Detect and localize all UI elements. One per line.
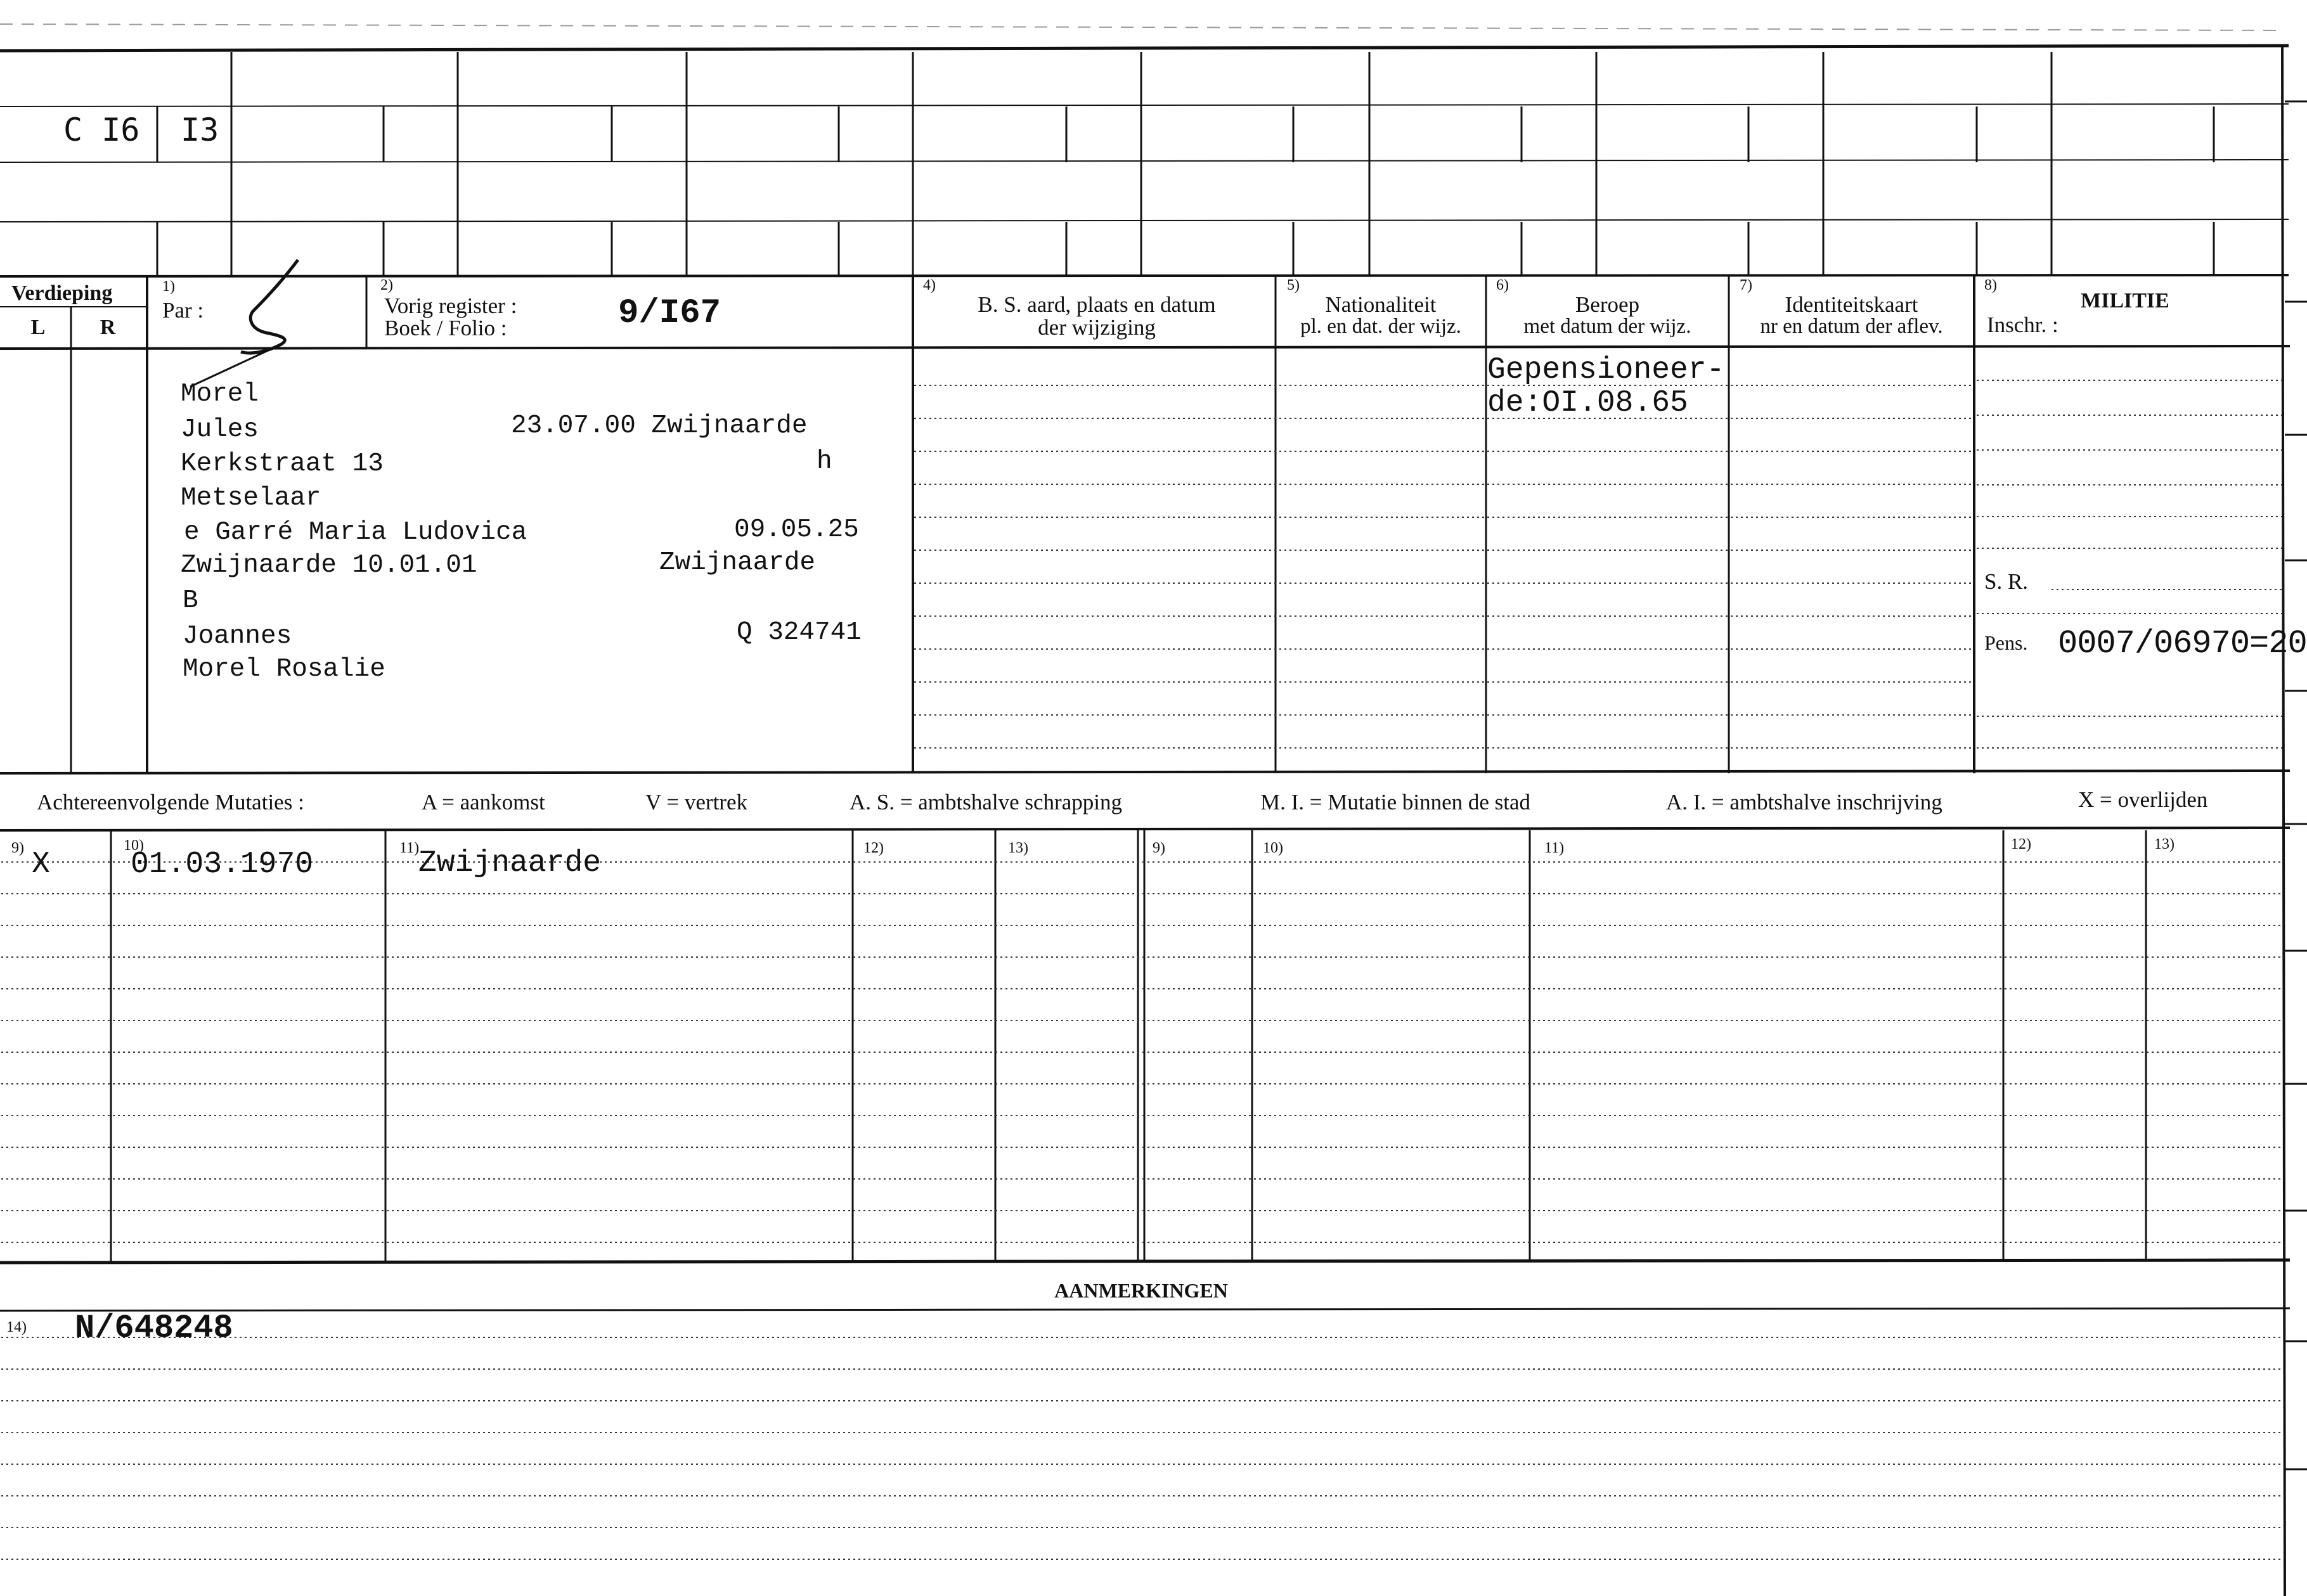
mut-r-10: 10) xyxy=(1263,840,1283,856)
beroep-line1: Beroep xyxy=(1575,292,1640,317)
mutation-type: X xyxy=(32,847,50,882)
sr-label: S. R. xyxy=(1984,569,2029,594)
par-label: Par : xyxy=(162,298,204,323)
num-8: 8) xyxy=(1984,277,1997,293)
boek-folio-label: Boek / Folio : xyxy=(384,316,507,340)
nat-line1: Nationaliteit xyxy=(1325,292,1437,317)
mut-r-11: 11) xyxy=(1544,840,1565,856)
legend-as: A. S. = ambtshalve schrapping xyxy=(850,790,1122,814)
beroep-entry-line2: de:OI.08.65 xyxy=(1487,386,1688,420)
id-line1: Identiteitskaart xyxy=(1785,292,1918,317)
person-religion: B xyxy=(183,586,198,615)
col-l-label: L xyxy=(30,316,46,339)
mut-l-9: 9) xyxy=(11,840,24,856)
person-mother: Morel Rosalie xyxy=(183,655,385,684)
mut-r-12: 12) xyxy=(2011,836,2031,853)
num-4: 4) xyxy=(923,277,936,293)
id-line2: nr en datum der aflev. xyxy=(1760,315,1943,338)
mut-l-10: 10) xyxy=(124,837,144,854)
person-birth: 23.07.00 Zwijnaarde xyxy=(511,411,808,441)
mut-r-13: 13) xyxy=(2154,836,2175,853)
mut-l-13: 13) xyxy=(1008,840,1028,856)
num-5: 5) xyxy=(1287,277,1300,293)
person-occupation: Metselaar xyxy=(181,484,321,513)
legend-a: A = aankomst xyxy=(422,790,545,814)
remarks-value: N/648248 xyxy=(75,1310,233,1347)
remarks-title: AANMERKINGEN xyxy=(1054,1279,1228,1302)
person-father: Joannes xyxy=(183,622,292,651)
person-spouse: e Garré Maria Ludovica xyxy=(184,518,527,547)
boek-folio-value: 9/I67 xyxy=(618,294,721,333)
legend-ai: A. I. = ambtshalve inschrijving xyxy=(1666,790,1942,814)
militie-label: MILITIE xyxy=(2081,289,2169,312)
person-address: Kerkstraat 13 xyxy=(181,449,384,479)
beroep-entry-line1: Gepensioneer- xyxy=(1487,353,1725,387)
person-first-name: Jules xyxy=(181,415,259,444)
verdieping-label: Verdieping xyxy=(11,281,113,305)
legend-x: X = overlijden xyxy=(2078,787,2208,812)
bs-line2: der wijziging xyxy=(1038,315,1156,340)
mut-r-9: 9) xyxy=(1153,840,1165,856)
nat-line2: pl. en dat. der wijz. xyxy=(1300,315,1461,338)
person-sex: h xyxy=(817,447,832,476)
mut-l-12: 12) xyxy=(863,840,884,856)
num-2: 2) xyxy=(380,277,393,293)
num-1: 1) xyxy=(162,278,175,295)
inschr-label: Inschr. : xyxy=(1987,312,2058,337)
remarks-num: 14) xyxy=(6,1319,27,1335)
vorig-register-label: Vorig register : xyxy=(384,293,517,318)
mutation-place: Zwijnaarde xyxy=(418,846,602,880)
num-7: 7) xyxy=(1740,277,1752,293)
legend-mi: M. I. = Mutatie binnen de stad xyxy=(1260,790,1531,814)
person-number: Q 324741 xyxy=(737,618,862,647)
pens-label: Pens. xyxy=(1984,631,2028,654)
legend-v: V = vertrek xyxy=(645,790,747,814)
person-surname: Morel xyxy=(181,380,259,409)
par-handwritten-mark xyxy=(241,260,298,353)
top-code-1: C I6 xyxy=(63,112,140,148)
bs-line1: B. S. aard, plaats en datum xyxy=(978,292,1216,317)
person-spouse-birth: Zwijnaarde 10.01.01 xyxy=(181,551,477,580)
top-code-2: I3 xyxy=(181,112,219,148)
beroep-line2: met datum der wijz. xyxy=(1523,315,1691,338)
person-marriage-place: Zwijnaarde xyxy=(659,548,816,577)
num-6: 6) xyxy=(1496,277,1509,293)
legend-title: Achtereenvolgende Mutaties : xyxy=(37,790,304,814)
mut-l-11: 11) xyxy=(399,840,420,856)
person-marriage-date: 09.05.25 xyxy=(734,515,859,544)
mutation-date: 01.03.1970 xyxy=(131,847,314,882)
pens-value: 0007/06970=20 xyxy=(2058,625,2307,662)
col-r-label: R xyxy=(100,316,116,339)
